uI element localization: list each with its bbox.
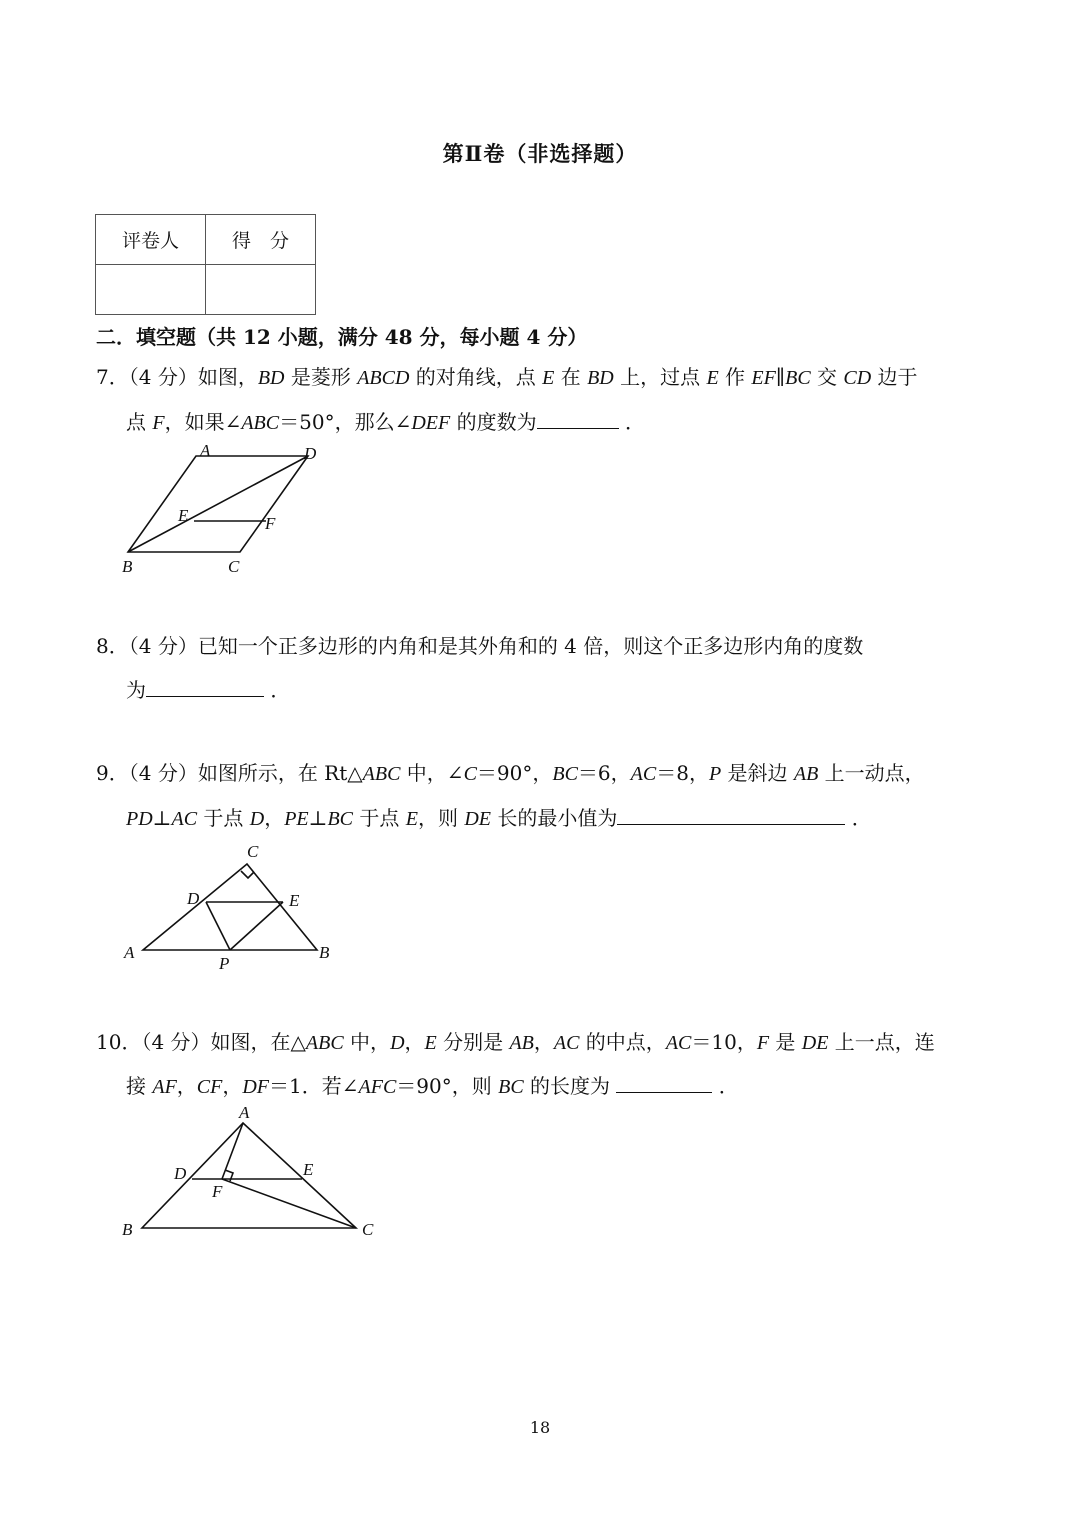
q9-var: BC [552,763,578,785]
q7-period: ． [624,410,645,434]
reviewer-label: 评卷人 [96,215,206,265]
q9-var: AB [793,763,819,785]
q10-segment-cf [222,1179,356,1228]
q10-text: 中， [343,1030,391,1054]
q10-var: DE [801,1032,829,1054]
q9-text: （4 分）如图所示，在 Rt△ [128,761,363,785]
q7-var: ABCD [357,367,410,389]
q7-text: ，如果∠ [164,410,242,434]
q10-text: ＝1．若∠ [269,1074,359,1098]
q9-segment-pe [230,902,283,950]
q7-text: 边于 [871,365,918,389]
q10-text: （4 分）如图，在△ [141,1030,306,1054]
question-7-line-2 [126,410,645,433]
q7-points: （4 分） [128,365,198,389]
q10-label-e: E [303,1160,314,1179]
question-10-line-1 [96,1032,935,1053]
q7-label-d: D [304,444,317,463]
q9-var: PE [284,808,309,830]
q10-var: AC [553,1032,580,1054]
q10-period: ． [718,1074,739,1098]
q9-text: 是斜边 [721,761,794,785]
q8-number: 8． [96,634,129,658]
q10-text: 的长度为 [523,1074,617,1098]
q10-text: ， [404,1030,425,1054]
q7-text: ＝50°，那么∠ [279,410,412,434]
q10-var: AC [665,1032,692,1054]
q9-text: ⊥ [152,806,172,830]
q10-var: AB [509,1032,534,1054]
q10-text: 接 [126,1074,153,1098]
q9-label-p: P [219,954,230,973]
q9-var: DE [464,808,491,830]
grade-table [95,214,316,315]
q7-text: 交 [810,365,844,389]
q10-text: 分别是 [436,1030,510,1054]
q9-answer-blank[interactable] [617,806,845,825]
question-7-line-1 [96,367,918,388]
question-8-line-2 [126,678,290,700]
q10-text: ， [176,1074,197,1098]
q10-text: ＝10， [691,1030,757,1054]
q9-var: PD [126,808,153,830]
q9-right-angle-c [241,871,254,878]
question-10-line-2 [126,1074,739,1097]
q7-var: BC [785,367,811,389]
q10-var: AF [152,1076,177,1098]
q9-label-c: C [247,842,259,861]
q10-var: E [424,1032,437,1054]
q7-var: F [152,412,165,434]
q10-var: ABC [305,1032,344,1054]
q9-var: C [463,763,477,785]
q10-number: 10． [96,1030,142,1054]
q7-text: 的对角线，点 [409,365,543,389]
page-number: 18 [529,1418,551,1437]
q7-answer-blank[interactable] [537,410,619,429]
q7-label-e: E [178,506,189,525]
q10-var: DF [242,1076,270,1098]
reviewer-cell[interactable] [96,265,206,315]
q9-text: 长的最小值为 [491,806,618,830]
q7-var: E [706,367,719,389]
q9-text: ＝6， [577,761,631,785]
score-label: 得 分 [206,215,316,265]
page-title: 第Ⅱ卷（非选择题） [442,141,638,166]
q10-var: AFC [358,1076,397,1098]
q9-text: 上一动点， [818,761,925,785]
q7-number: 7． [96,365,129,389]
q10-text: 上一点，连 [828,1030,935,1054]
q10-var: D [390,1032,405,1054]
q7-var: CD [843,367,872,389]
q9-triangle-figure [115,838,350,978]
q7-var: ABC [241,412,280,434]
q10-answer-blank[interactable] [616,1074,712,1093]
q9-text: ，则 [417,806,465,830]
q7-var: E [542,367,555,389]
q7-var: BD [587,367,614,389]
q7-text: 如图， [197,365,258,389]
question-8-line-1 [96,636,863,656]
q7-text: 的度数为 [450,410,537,434]
q7-var: EF [751,367,776,389]
q7-label-c: C [228,557,240,576]
q9-label-d: D [187,889,200,908]
q7-var: BD [257,367,285,389]
q9-label-a: A [124,943,135,962]
q8-text: （4 分）已知一个正多边形的内角和是其外角和的 4 倍，则这个正多边形内角的度数 [128,634,864,658]
q10-label-b: B [122,1220,133,1239]
q7-label-b: B [122,557,133,576]
q10-text: ， [222,1074,243,1098]
q9-text: ⊥ [308,806,328,830]
q9-number: 9． [96,761,129,785]
q9-var: ABC [362,763,401,785]
q8-text: 为 [126,678,146,702]
q9-var: AC [630,763,657,785]
q7-label-f: F [265,514,276,533]
q7-var: DEF [411,412,451,434]
q7-text: 是菱形 [284,365,358,389]
question-9-line-2 [126,806,872,829]
q10-text: 是 [769,1030,802,1054]
q7-label-a: A [200,441,211,460]
score-cell[interactable] [206,265,316,315]
q7-text: 在 [554,365,588,389]
q9-period: ． [851,806,872,830]
q8-answer-blank[interactable] [146,678,264,697]
q10-label-f: F [212,1182,223,1201]
q9-label-b: B [319,943,330,962]
q7-rhombus-figure [110,440,340,585]
q7-text: 点 [126,410,153,434]
q10-label-d: D [174,1164,187,1183]
q8-period: ． [270,678,291,702]
q10-label-a: A [239,1105,250,1122]
q7-text: 作 [718,365,752,389]
q10-var: BC [498,1076,524,1098]
q10-var: F [756,1032,770,1054]
q9-var: P [708,763,722,785]
q9-text: ， [264,806,285,830]
q9-var: E [405,808,418,830]
question-9-line-1 [96,763,925,784]
q7-text: ∥ [775,365,786,389]
q9-var: AC [171,808,198,830]
q10-triangle-figure [112,1105,387,1250]
q9-text: ＝8， [656,761,709,785]
q9-text: 于点 [197,806,250,830]
section-heading: 二．填空题（共 12 小题，满分 48 分，每小题 4 分） [96,325,588,349]
q9-text: 中，∠ [400,761,464,785]
q10-text: ， [533,1030,554,1054]
q7-diagonal-bd [128,456,308,552]
q10-label-c: C [362,1220,374,1239]
q10-text: 的中点， [579,1030,666,1054]
q9-segment-pd [206,902,230,950]
q9-var: D [249,808,265,830]
q9-text: 于点 [353,806,406,830]
q10-var: CF [196,1076,223,1098]
q9-var: BC [327,808,354,830]
q9-label-e: E [289,891,300,910]
q9-text: ＝90°， [476,761,553,785]
q7-text: 上，过点 [613,365,707,389]
q10-text: ＝90°，则 [396,1074,499,1098]
